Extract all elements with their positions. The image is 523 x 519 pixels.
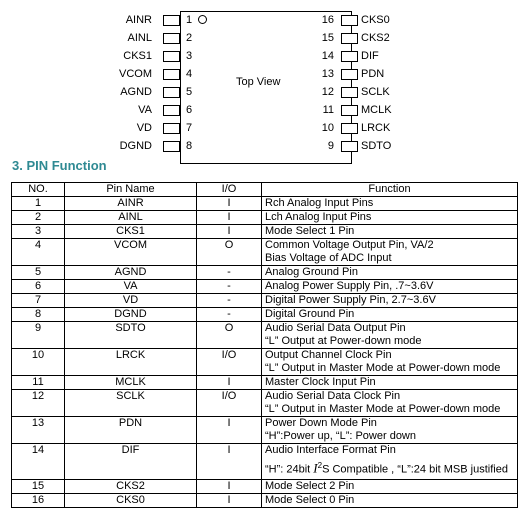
cell-function — [262, 479, 518, 493]
cell-io: O — [197, 239, 262, 266]
function-line-1: Lch Analog Input Pins — [265, 211, 372, 223]
cell-pin-name: DGND — [65, 308, 197, 322]
table-row — [12, 225, 518, 239]
cell-function — [262, 280, 518, 294]
cell-no: 13 — [12, 417, 65, 444]
i2s-superscript: 2 — [317, 461, 323, 470]
left-pin-name: AINL — [127, 32, 152, 44]
pin-lead — [163, 105, 180, 116]
cell-io: - — [197, 266, 262, 280]
right-pin-number: 15 — [321, 32, 334, 44]
cell-io: I — [197, 197, 262, 211]
right-pin-number: 9 — [327, 140, 334, 152]
left-pin-number: 2 — [186, 32, 193, 44]
table-row — [12, 417, 518, 444]
cell-no: 9 — [12, 322, 65, 349]
cell-no: 2 — [12, 211, 65, 225]
cell-pin-name: VA — [65, 280, 197, 294]
function-line-1: Output Channel Clock Pin — [265, 349, 392, 361]
table-row — [12, 444, 518, 480]
function-line-1: Audio Serial Data Output Pin — [265, 322, 406, 334]
left-pin-number: 5 — [186, 86, 193, 98]
cell-pin-name: CKS1 — [65, 225, 197, 239]
right-pin-name: MCLK — [361, 104, 392, 116]
function-line-1: Mode Select 2 Pin — [265, 479, 355, 492]
table-row — [12, 349, 518, 376]
function-line-2: Bias Voltage of ADC Input — [265, 252, 392, 264]
right-pin-number: 14 — [321, 50, 334, 62]
left-pin-number: 3 — [186, 50, 193, 62]
cell-io: I — [197, 211, 262, 225]
cell-function — [262, 322, 518, 349]
cell-function — [262, 417, 518, 444]
table-row — [12, 308, 518, 322]
right-pin-number: 16 — [321, 14, 334, 26]
cell-function — [262, 197, 518, 211]
cell-io: I — [197, 417, 262, 444]
pin-lead — [341, 87, 358, 98]
right-pin-name: SCLK — [361, 86, 390, 98]
cell-pin-name: LRCK — [65, 349, 197, 376]
right-pin-number: 10 — [321, 122, 334, 134]
pin-lead — [163, 33, 180, 44]
cell-pin-name: PDN — [65, 417, 197, 444]
function-line-2: “H”:Power up, “L”: Power down — [265, 430, 416, 442]
cell-io: I/O — [197, 349, 262, 376]
table-row — [12, 479, 518, 493]
cell-io: I — [197, 493, 262, 507]
function-line-1: Mode Select 0 Pin — [265, 493, 355, 506]
cell-pin-name: AGND — [65, 266, 197, 280]
cell-pin-name: CKS0 — [65, 493, 197, 507]
cell-no: 14 — [12, 444, 65, 480]
cell-no: 10 — [12, 349, 65, 376]
left-pin-number: 4 — [186, 68, 193, 80]
cell-function — [262, 225, 518, 239]
cell-function — [262, 308, 518, 322]
cell-io: O — [197, 322, 262, 349]
cell-function — [262, 294, 518, 308]
pin-lead — [341, 105, 358, 116]
cell-io: I — [197, 225, 262, 239]
function-line-1: Analog Power Supply Pin, .7~3.6V — [265, 280, 434, 292]
cell-no: 1 — [12, 197, 65, 211]
cell-pin-name: VCOM — [65, 239, 197, 266]
function-line-2: “L” Output in Master Mode at Power-down mode — [265, 403, 501, 415]
pin-lead — [163, 123, 180, 134]
function-line-1: Analog Ground Pin — [265, 266, 358, 278]
cell-no: 11 — [12, 376, 65, 390]
pin-lead — [341, 15, 358, 26]
function-line-1: Digital Ground Pin — [265, 308, 355, 320]
cell-pin-name: SDTO — [65, 322, 197, 349]
cell-pin-name: DIF — [65, 444, 197, 480]
section-heading: 3. PIN Function — [12, 158, 107, 173]
cell-no: 4 — [12, 239, 65, 266]
pin-lead — [163, 69, 180, 80]
pin1-marker-icon — [198, 15, 207, 24]
cell-no: 5 — [12, 266, 65, 280]
pin-lead — [163, 51, 180, 62]
table-row — [12, 294, 518, 308]
pin-lead — [163, 87, 180, 98]
header-pin-name: Pin Name — [65, 183, 197, 197]
cell-no: 6 — [12, 280, 65, 294]
right-pin-name: CKS2 — [361, 32, 390, 44]
left-pin-number: 1 — [186, 14, 193, 26]
left-pin-name: CKS1 — [123, 50, 152, 62]
top-view-label: Top View — [236, 76, 281, 88]
left-pin-name: AINR — [125, 14, 152, 26]
cell-pin-name: SCLK — [65, 390, 197, 417]
right-pin-name: PDN — [361, 68, 385, 80]
table-row — [12, 322, 518, 349]
right-pin-number: 12 — [321, 86, 334, 98]
cell-pin-name: VD — [65, 294, 197, 308]
left-pin-name: AGND — [120, 86, 152, 98]
pin-function-table — [11, 182, 518, 508]
left-pin-number: 6 — [186, 104, 193, 116]
table-header-row — [12, 183, 518, 197]
cell-pin-name: AINR — [65, 197, 197, 211]
table-row — [12, 376, 518, 390]
cell-function — [262, 211, 518, 225]
cell-function — [262, 390, 518, 417]
format-text-a: “H”: 24bit — [265, 463, 314, 476]
function-line-1: Master Clock Input Pin — [265, 376, 376, 388]
function-line-1: Digital Power Supply Pin, 2.7~3.6V — [265, 294, 436, 306]
left-pin-name: VD — [136, 122, 152, 134]
cell-io: I — [197, 376, 262, 390]
ic-package-diagram — [0, 0, 523, 172]
header-no: NO. — [12, 183, 65, 197]
left-pin-name: DGND — [119, 140, 152, 152]
cell-pin-name: CKS2 — [65, 479, 197, 493]
cell-no: 16 — [12, 493, 65, 507]
right-pin-name: LRCK — [361, 122, 391, 134]
table-row — [12, 390, 518, 417]
table-row — [12, 493, 518, 507]
cell-no: 15 — [12, 479, 65, 493]
function-line-1: Power Down Mode Pin — [265, 417, 377, 429]
function-line-1: Mode Select 1 Pin — [265, 225, 355, 237]
function-line-1: Common Voltage Output Pin, VA/2 — [265, 239, 434, 251]
cell-function — [262, 349, 518, 376]
table-row — [12, 211, 518, 225]
cell-no: 3 — [12, 225, 65, 239]
i2s-i: I — [313, 460, 318, 476]
header-function: Function — [262, 183, 518, 197]
pin-lead — [341, 33, 358, 44]
pin-lead — [341, 51, 358, 62]
right-pin-number: 11 — [322, 104, 334, 116]
cell-io: - — [197, 294, 262, 308]
right-pin-number: 13 — [321, 68, 334, 80]
table-row — [12, 197, 518, 211]
header-io: I/O — [197, 183, 262, 197]
cell-function — [262, 376, 518, 390]
pin-lead — [341, 69, 358, 80]
left-pin-name: VCOM — [119, 68, 152, 80]
left-pin-number: 8 — [186, 140, 193, 152]
table-row — [12, 239, 518, 266]
format-text-b: S Compatible , “L”:24 bit MSB justified — [322, 463, 508, 476]
left-pin-name: VA — [138, 104, 152, 116]
function-line-1: Audio Interface Format Pin — [265, 444, 396, 456]
function-line-2 — [265, 457, 514, 479]
pin-lead — [163, 141, 180, 152]
function-line-2: “L” Output in Master Mode at Power-down mode — [265, 362, 501, 374]
pin-lead — [163, 15, 180, 26]
cell-function — [262, 444, 518, 480]
cell-pin-name: MCLK — [65, 376, 197, 390]
cell-io: - — [197, 308, 262, 322]
cell-io: I — [197, 444, 262, 480]
cell-no: 8 — [12, 308, 65, 322]
function-line-1: Audio Serial Data Clock Pin — [265, 390, 401, 402]
function-line-2: “L” Output at Power-down mode — [265, 335, 422, 347]
table-row — [12, 280, 518, 294]
right-pin-name: SDTO — [361, 140, 392, 152]
cell-io: I — [197, 479, 262, 493]
cell-function — [262, 266, 518, 280]
cell-no: 7 — [12, 294, 65, 308]
right-pin-name: CKS0 — [361, 14, 390, 26]
cell-io: I/O — [197, 390, 262, 417]
pin-lead — [341, 123, 358, 134]
right-pin-name: DIF — [361, 50, 379, 62]
pin-lead — [341, 141, 358, 152]
cell-pin-name: AINL — [65, 211, 197, 225]
cell-no: 12 — [12, 390, 65, 417]
table-row — [12, 266, 518, 280]
function-line-1: Rch Analog Input Pins — [265, 197, 374, 209]
cell-function — [262, 239, 518, 266]
cell-io: - — [197, 280, 262, 294]
left-pin-number: 7 — [186, 122, 193, 134]
cell-function — [262, 493, 518, 507]
